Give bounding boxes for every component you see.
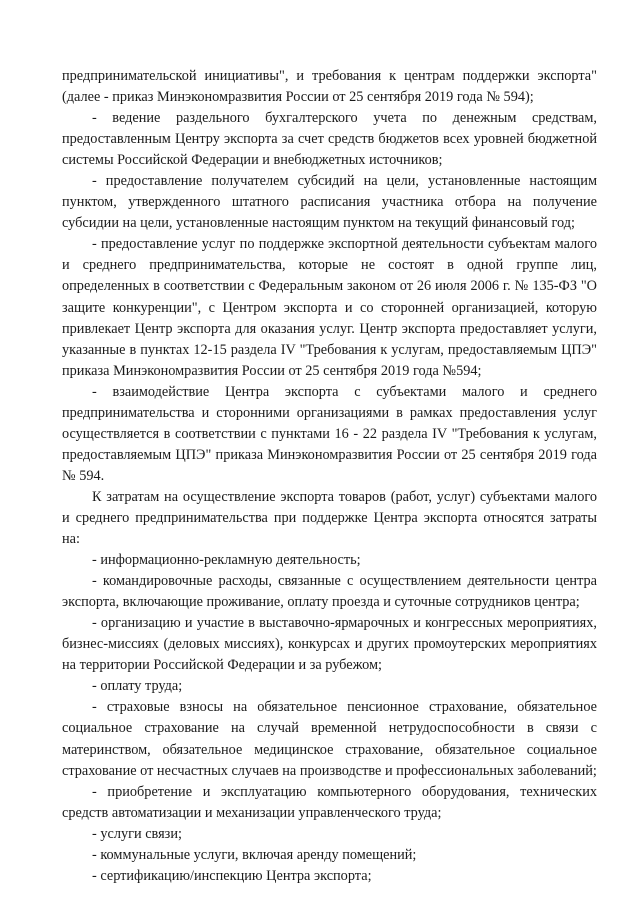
list-item-utilities: - коммунальные услуги, включая аренду помещений; [92, 846, 417, 863]
list-item-insurance: - страховые взносы на обязательное пенсионное страхование, обязательное социальное страхование на случай временной нетрудоспособности в связи с материнством, обязательное медицинское страхование, обязательное социальное страхование от несчастных случаев на производстве и профессиональных заболеваний; [62, 699, 597, 779]
document-body [62, 66, 597, 887]
list-item-certification: - сертификацию/инспекцию Центра экспорта; [92, 867, 372, 884]
list-item-salary: - оплату труда; [92, 678, 183, 695]
paragraph-separate-accounting: - ведение раздельного бухгалтерского учета по денежным средствам, предоставленным Центру экспорта за счет средств бюджетов всех уровней бюджетной системы Российской Федерации и внебюджетных источников; [62, 110, 597, 169]
list-item-advertising: - информационно-рекламную деятельность; [92, 552, 361, 569]
list-item-travel-expenses: - командировочные расходы, связанные с осуществлением деятельности центра экспорта, включающие проживание, оплату проезда и суточные сотрудников центра; [62, 573, 597, 611]
list-item-communication: - услуги связи; [92, 825, 182, 842]
paragraph-continuation: предпринимательской инициативы", и требования к центрам поддержки экспорта" (далее - приказ Минэкономразвития России от 25 сентября 2019 года № 594); [62, 68, 597, 106]
paragraph-export-costs-intro: К затратам на осуществление экспорта товаров (работ, услуг) субъектами малого и среднего предпринимательства при поддержке Центра экспорта относятся затраты на: [62, 488, 597, 548]
paragraph-interaction: - взаимодействие Центра экспорта с субъектами малого и среднего предпринимательства и сторонними организациями в рамках предоставления услуг осуществляется в соответствии с пунктами 16 - 22 раздела IV "Требования к услугам, предоставляемым ЦПЭ" приказа Минэкономразвития России от 25 сентября 2019 года № 594. [62, 383, 597, 484]
paragraph-export-support-services: - предоставление услуг по поддержке экспортной деятельности субъектам малого и среднего предпринимательства, которые не состоят в одной группе лиц, определенных в соответствии с Федеральным законом от 26 июля 2006 г. № 135-ФЗ "О защите конкуренции", с Центром экспорта и со сторонней организацией, которую привлекает Центр экспорта для оказания услуг. Центр экспорта предоставляет услуги, указанные в пунктах 12-15 раздела IV "Требования к услугам, предоставляемым ЦПЭ" приказа Минэкономразвития России от 25 сентября 2019 года №594; [62, 236, 597, 379]
list-item-exhibitions: - организацию и участие в выставочно-ярмарочных и конгрессных мероприятиях, бизнес-миссиях (деловых миссиях), конкурсах и других промоутерских мероприятиях на территории Российской Федерации и за рубежом; [62, 615, 597, 674]
list-item-computer-equipment: - приобретение и эксплуатацию компьютерного оборудования, технических средств автоматизации и механизации управленческого труда; [62, 783, 597, 821]
paragraph-staff-schedule: - предоставление получателем субсидий на цели, установленные настоящим пунктом, утвержденного штатного расписания участника отбора на получение субсидии на цели, установленные настоящим пунктом на текущий финансовый год; [62, 173, 597, 232]
